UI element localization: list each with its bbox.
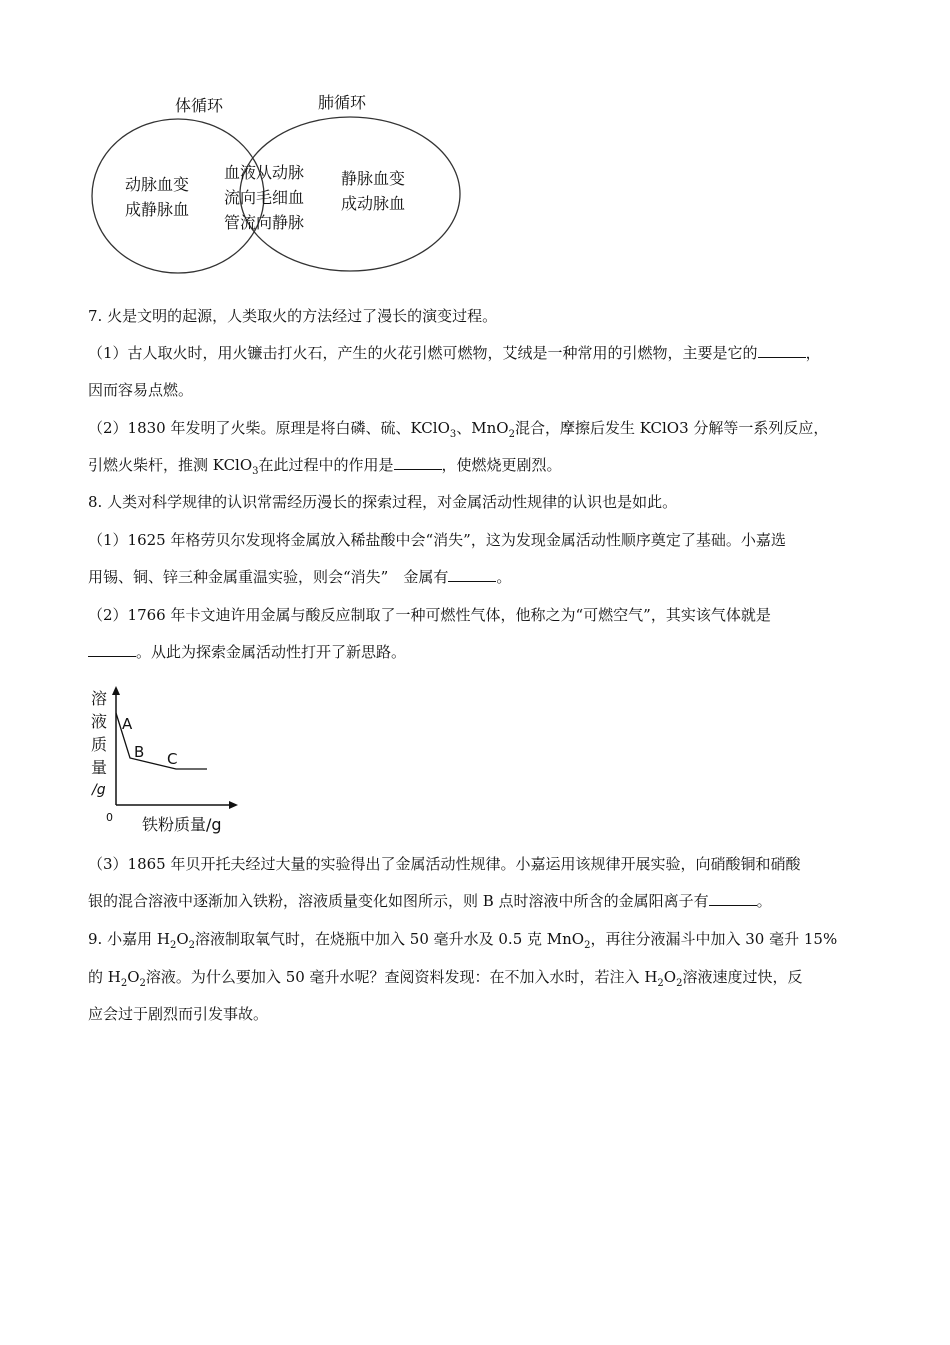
q9-sub-f: 2 bbox=[657, 978, 664, 989]
q8-stem: 8. 人类对科学规律的认识常需经历漫长的探索过程，对金属活动性规律的认识也是如此。 bbox=[88, 493, 678, 511]
origin-label: 0 bbox=[106, 811, 113, 824]
q7-part2-text-c: 混合，摩擦后发生 KClO3 分解等一系列反应， bbox=[514, 419, 829, 437]
venn-mid-line2: 流向毛细血 bbox=[224, 188, 305, 207]
q8-part1-line1: （1）1625 年格劳贝尔发现将金属放入稀盐酸中会“消失”，这为发现金属活动性顺序奠定了基础。小嘉选 bbox=[88, 531, 786, 549]
q8-part3-line2-a: 银的混合溶液中逐渐加入铁粉，溶液质量变化如图所示，则 B 点时溶液中所含的金属阳离子有 bbox=[88, 892, 709, 910]
q9-line2-a: 的 H bbox=[88, 968, 121, 986]
q7-part2-text-b: 、MnO bbox=[456, 419, 509, 437]
q8-part2-blank[interactable] bbox=[88, 642, 136, 657]
q8-part2-line2-text: 。从此为探索金属活动性打开了新思路。 bbox=[136, 643, 407, 661]
venn-left-line1: 动脉血变 bbox=[125, 175, 190, 194]
circulation-venn-diagram bbox=[85, 88, 475, 283]
x-axis-label: 铁粉质量/g bbox=[142, 815, 222, 834]
y-label-char-4: 量 bbox=[91, 758, 108, 777]
q9-line2 bbox=[88, 966, 890, 988]
venn-left-line2: 成静脉血 bbox=[125, 200, 190, 219]
venn-right-line1: 静脉血变 bbox=[341, 169, 406, 188]
q8-part1-line2-a: 用锡、铜、锌三种金属重温实验，则会“消失” 金属有 bbox=[88, 568, 449, 586]
y-label-unit: /g bbox=[92, 782, 106, 798]
y-label-char-3: 质 bbox=[91, 735, 108, 754]
q9-sub-e: 2 bbox=[139, 978, 146, 989]
q9-line2-c: 溶液。为什么要加入 50 毫升水呢？查阅资料发现：在不加入水时，若注入 H bbox=[145, 968, 658, 986]
q9-sub-b: 2 bbox=[188, 940, 195, 951]
q9-line1-b: O bbox=[176, 930, 189, 948]
q9-line1-c: 溶液制取氧气时，在烧瓶中加入 50 毫升水及 0.5 克 MnO bbox=[195, 930, 585, 948]
venn-left-title: 体循环 bbox=[175, 96, 224, 115]
q9-sub-g: 2 bbox=[676, 978, 683, 989]
venn-mid-line3: 管流向静脉 bbox=[224, 213, 305, 232]
q7-part2-line2-b: 在此过程中的作用是 bbox=[258, 456, 394, 474]
q8-part3-line1: （3）1865 年贝开托夫经过大量的实验得出了金属活动性规律。小嘉运用该规律开展实验，向硝酸铜和硝酸 bbox=[88, 855, 801, 873]
q9-sub-a: 2 bbox=[169, 940, 177, 951]
q7-part1-line2: 因而容易点燃。 bbox=[88, 381, 194, 399]
q7-part1-blank[interactable] bbox=[758, 343, 806, 358]
q7-part2-line2 bbox=[88, 454, 890, 476]
x-axis-arrow bbox=[229, 801, 238, 809]
q8-part3-blank[interactable] bbox=[709, 891, 757, 906]
y-label-char-2: 液 bbox=[91, 712, 108, 731]
point-label-c: C bbox=[167, 750, 178, 768]
q7-part2-blank[interactable] bbox=[394, 455, 442, 470]
q7-part1-end: ， bbox=[805, 344, 821, 362]
q8-part3-line2-b: 。 bbox=[756, 892, 772, 910]
q9-sub-c: 2 bbox=[584, 940, 591, 951]
q9-line2-d: O bbox=[663, 968, 677, 986]
q7-part1-text: （1）古人取火时，用火镰击打火石，产生的火花引燃可燃物，艾绒是一种常用的引燃物，主要是它的 bbox=[88, 344, 758, 362]
q7-part2-line2-a: 引燃火柴杆，推测 KClO bbox=[88, 456, 253, 474]
q9-line2-b: O bbox=[127, 968, 140, 986]
q9-line2-e: 溶液速度过快，反 bbox=[682, 968, 803, 986]
q8-part1-line2 bbox=[88, 566, 890, 588]
q7-part2-line2-c: ，使燃烧更剧烈。 bbox=[441, 456, 562, 474]
q9-line1-d: ，再往分液漏斗中加入 30 毫升 15% bbox=[590, 930, 838, 948]
q9-sub-d: 2 bbox=[120, 978, 128, 989]
q8-part1-blank[interactable] bbox=[448, 567, 496, 582]
q9-line1-a: 9. 小嘉用 H bbox=[88, 930, 170, 948]
q7-sub-3b: 3 bbox=[252, 466, 259, 477]
point-label-a: A bbox=[122, 715, 133, 733]
q9-line3: 应会过于剧烈而引发事故。 bbox=[88, 1005, 269, 1023]
point-label-b: B bbox=[134, 743, 145, 761]
q7-part2-text-a: （2）1830 年发明了火柴。原理是将白磷、硫、KClO bbox=[88, 419, 450, 437]
q8-part2-line1: （2）1766 年卡文迪许用金属与酸反应制取了一种可燃性气体，他称之为“可燃空气”，其实该气体就是 bbox=[88, 606, 771, 624]
q8-part3-line2 bbox=[88, 890, 890, 912]
q8-part2-line2 bbox=[88, 641, 890, 663]
q8-part1-line2-b: 。 bbox=[496, 568, 512, 586]
q7-part1-line1 bbox=[88, 342, 890, 364]
y-label-char-1: 溶 bbox=[91, 689, 108, 708]
venn-right-line2: 成动脉血 bbox=[341, 194, 406, 213]
q9-line1 bbox=[88, 928, 890, 950]
y-axis-arrow bbox=[112, 686, 120, 695]
q7-part2-line1 bbox=[88, 417, 890, 439]
venn-mid-line1: 血液从动脉 bbox=[224, 163, 305, 182]
q7-sub-2: 2 bbox=[508, 429, 515, 440]
q7-stem: 7. 火是文明的起源，人类取火的方法经过了漫长的演变过程。 bbox=[88, 307, 498, 325]
solution-mass-graph bbox=[85, 680, 255, 840]
venn-right-title: 肺循环 bbox=[318, 93, 367, 112]
q7-sub-3: 3 bbox=[449, 429, 457, 440]
